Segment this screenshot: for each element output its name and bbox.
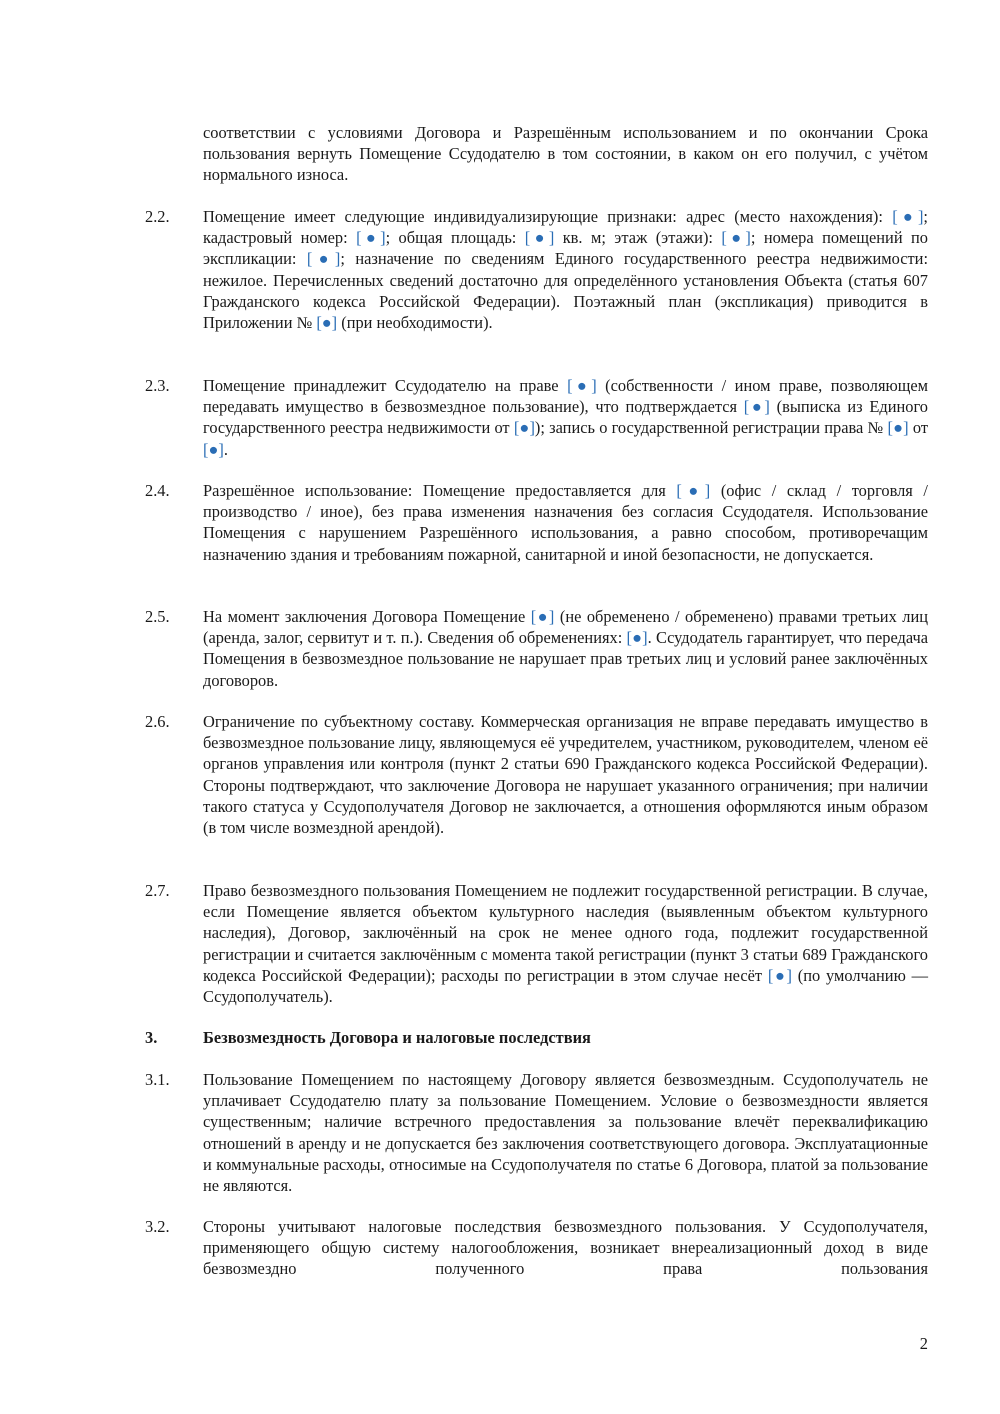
placeholder-field[interactable]: [●]: [767, 965, 793, 985]
clause-number: 3.2.: [145, 1217, 170, 1236]
clause-number: 2.5.: [145, 607, 170, 626]
clause-2-4: [145, 480, 928, 565]
clause-2-2: [145, 206, 928, 333]
placeholder-field[interactable]: [●]: [513, 418, 535, 438]
placeholder-field[interactable]: [●]: [626, 628, 648, 648]
placeholder-field[interactable]: [●]: [203, 439, 224, 459]
clause-3-1: [145, 1069, 928, 1196]
section-3-heading: [145, 1027, 928, 1048]
page-number: 2: [919, 1334, 928, 1353]
placeholder-field[interactable]: [●]: [356, 228, 386, 248]
clause-2-6: [145, 711, 928, 838]
clause-number: 2.2.: [145, 207, 170, 226]
placeholder-field[interactable]: [●]: [567, 376, 597, 395]
clause-text: Помещение принадлежит Ссудодателю на праве [●] (собственности / ином праве, позволяющем передавать имущество в безвозмездное пользование), что подтверждается [●] (выписка из Единого государственного реестра недвижимости от [●]); запись о государственной регистрации права № [●] от [●].: [203, 376, 928, 459]
clause-text: Право безвозмездного пользования Помещением не подлежит государственной регистрации. В случае, если Помещение является объектом культурного наследия (выявленным объектом культурного наследия), Договор, заключённый на срок не менее одного года, подлежит государственной регистрации и считается заключённым с момента такой регистрации (пункт 3 статьи 689 Гражданского кодекса Российской Федерации); расходы по регистрации в этом случае несёт [●] (по умолчанию — Ссудополучатель).: [203, 881, 928, 1007]
clause-text: Разрешённое использование: Помещение предоставляется для [●] (офис / склад / торговля / производство / иное), без права изменения назначения без согласия Ссудодателя. Использование Помещения с нарушением Разрешённого использования, а равно способом, противоречащим назначению здания и требованиям пожарной, санитарной и иной безопасности, не допускается.: [203, 481, 928, 564]
clause-text: На момент заключения Договора Помещение [●] (не обременено / обременено) правами третьих лиц (аренда, залог, сервитут и т. п.). Сведения об обременениях: [●]. Ссудодатель гарантирует, что передача Помещения в безвозмездное пользование не нарушает прав третьих лиц и условий ранее заключённых договоров.: [203, 607, 928, 690]
placeholder-field[interactable]: [●]: [892, 207, 924, 226]
clause-2-7: [145, 880, 928, 1007]
clause-number: 2.7.: [145, 881, 170, 900]
clause-number: 2.3.: [145, 376, 170, 395]
section-title: Безвозмездность Договора и налоговые последствия: [203, 1028, 591, 1047]
clause-2-3: [145, 375, 928, 460]
clause-number: 3.1.: [145, 1070, 170, 1089]
clause-number: 2.4.: [145, 481, 170, 500]
intro-paragraph: соответствии с условиями Договора и Разрешённым использованием и по окончании Срока пользования вернуть Помещение Ссудодателю в том состоянии, в каком он его получил, с учётом нормального износа.: [203, 123, 928, 185]
clause-text: Ограничение по субъектному составу. Коммерческая организация не вправе передавать имущество в безвозмездное пользование лицу, являющемуся её учредителем, участником, руководителем, членом её органов управления или контроля (пункт 2 статьи 690 Гражданского кодекса Российской Федерации). Стороны подтверждают, что заключение Договора не нарушает указанного ограничения; при наличии такого статуса у Ссудополучателя Договор не заключается, а отношения оформляются иным образом (в том числе возмездной арендой).: [203, 712, 928, 838]
placeholder-field[interactable]: [●]: [530, 607, 555, 626]
clause-text: Помещение имеет следующие индивидуализирующие признаки: адрес (место нахождения): [●]; кадастровый номер: [●]; общая площадь: [●] кв. м; этаж (этажи): [●]; номера помещений по экспликации: [●]; назначение по сведениям Единого государственного реестра недвижимости: нежилое. Перечисленных сведений достаточно для определённого установления Объекта (статья 607 Гражданского кодекса Российской Федерации). Поэтажный план (экспликация) приводится в Приложении № [●] (при необходимости).: [203, 207, 929, 333]
clause-2-5: [145, 606, 928, 691]
clause-3-2: [145, 1216, 928, 1280]
clause-text: Пользование Помещением по настоящему Договору является безвозмездным. Ссудополучатель не уплачивает Ссудодателю плату за пользование Помещением. Условие о безвозмездности является существенным; наличие встречного предоставления за пользование влечёт переквалификацию отношений в аренду и не допускается без заключения соответствующего договора. Эксплуатационные и коммунальные расходы, относимые на Ссудополучателя по статье 6 Договора, платой за пользование не являются.: [203, 1070, 928, 1196]
placeholder-field[interactable]: [●]: [743, 397, 770, 417]
placeholder-field[interactable]: [●]: [676, 481, 711, 500]
placeholder-field[interactable]: [●]: [524, 228, 555, 248]
placeholder-field[interactable]: [●]: [306, 249, 341, 269]
placeholder-field[interactable]: [●]: [887, 418, 909, 438]
section-number: 3.: [145, 1028, 158, 1047]
placeholder-field[interactable]: [●]: [316, 313, 338, 333]
clause-number: 2.6.: [145, 712, 170, 731]
placeholder-field[interactable]: [●]: [721, 228, 751, 248]
clause-text: Стороны учитывают налоговые последствия безвозмездного пользования. У Ссудополучателя, применяющего общую систему налогообложения, возникает внереализационный доход в виде безвозмездно полученного права пользования: [203, 1217, 928, 1279]
